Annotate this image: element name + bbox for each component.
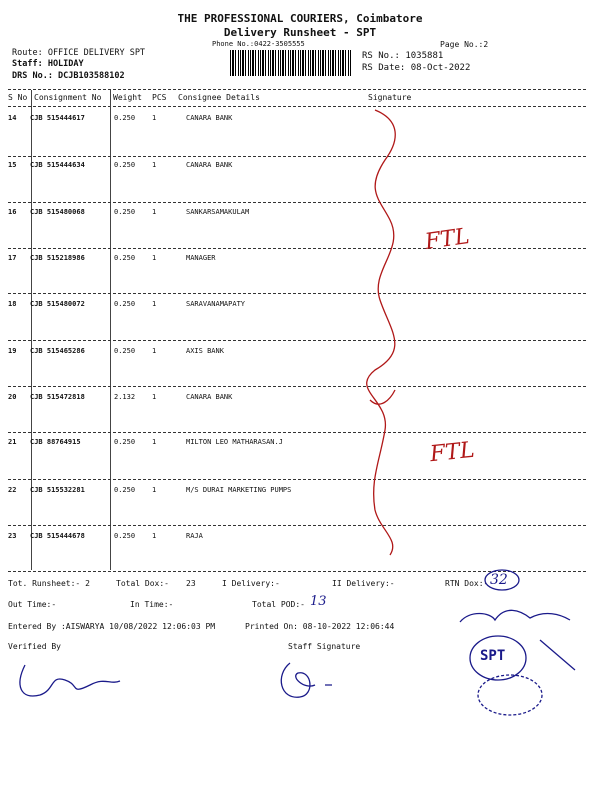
row-details: MANAGER (186, 254, 216, 262)
row-pcs: 1 (152, 486, 157, 494)
row-sno: 22 (8, 486, 17, 494)
ii-delivery: II Delivery:- (332, 579, 395, 588)
handwritten-signature (330, 100, 510, 560)
row-sno: 15 (8, 161, 17, 169)
row-pcs: 1 (152, 438, 157, 446)
row-consignment: CJB 515480068 (30, 208, 85, 216)
row-weight: 0.250 (114, 347, 136, 355)
verifier-signature (10, 655, 130, 710)
row-weight: 0.250 (114, 300, 136, 308)
entered-by: Entered By :AISWARYA 10/08/2022 12:06:03 PM (8, 622, 216, 631)
row-pcs: 1 (152, 393, 157, 401)
row-sno: 17 (8, 254, 17, 262)
phone-number: Phone No.:0422-3505555 (212, 40, 305, 48)
stamp-text: SPT (480, 648, 506, 664)
row-pcs: 1 (152, 161, 157, 169)
staff-signature-label: Staff Signature (288, 642, 361, 651)
barcode (230, 50, 352, 76)
ftl-mark: FTL (423, 224, 472, 255)
row-details: RAJA (186, 532, 203, 540)
row-sno: 18 (8, 300, 17, 308)
row-sno: 20 (8, 393, 17, 401)
rtn-dox: RTN Dox:- (445, 579, 489, 588)
row-pcs: 1 (152, 254, 157, 262)
row-weight: 0.250 (114, 532, 136, 540)
row-weight: 0.250 (114, 208, 136, 216)
col-pcs: PCS (152, 93, 167, 102)
row-pcs: 1 (152, 114, 157, 122)
row-pcs: 1 (152, 532, 157, 540)
rtn-circle (482, 568, 522, 592)
row-consignment: CJB 515444678 (30, 532, 85, 540)
row-consignment: CJB 515480072 (30, 300, 85, 308)
row-details: M/S DURAI MARKETING PUMPS (186, 486, 292, 494)
row-consignment: CJB 88764915 (30, 438, 81, 446)
page-number: Page No.:2 (440, 40, 489, 49)
row-details: SANKARSAMAKULAM (186, 208, 250, 216)
total-dox-value: 23 (186, 579, 196, 588)
row-pcs: 1 (152, 300, 157, 308)
col-signature: Signature (368, 93, 412, 102)
row-sno: 23 (8, 532, 17, 540)
staff-label: Staff: HOLIDAY (12, 59, 84, 69)
row-weight: 2.132 (114, 393, 136, 401)
drs-number: DRS No.: DCJB103588102 (12, 71, 125, 81)
row-consignment: CJB 515532281 (30, 486, 85, 494)
row-sno: 21 (8, 438, 17, 446)
route-label: Route: OFFICE DELIVERY SPT (12, 48, 146, 58)
header-divider-top (8, 89, 586, 90)
ftl-mark: FTL (428, 437, 476, 468)
tot-runsheet: Tot. Runsheet:- 2 (8, 579, 90, 588)
row-sno: 16 (8, 208, 17, 216)
row-weight: 0.250 (114, 114, 136, 122)
row-consignment: CJB 515465286 (30, 347, 85, 355)
total-dox: Total Dox:- (116, 579, 169, 588)
row-consignment: CJB 515472818 (30, 393, 85, 401)
row-details: SARAVANAMAPATY (186, 300, 246, 308)
row-pcs: 1 (152, 347, 157, 355)
column-rule (110, 90, 111, 570)
row-weight: 0.250 (114, 438, 136, 446)
row-details: CANARA BANK (186, 393, 233, 401)
i-delivery: I Delivery:- (222, 579, 280, 588)
row-details: CANARA BANK (186, 114, 233, 122)
row-sno: 19 (8, 347, 17, 355)
rs-number: RS No.: 1035881 (362, 51, 444, 61)
total-pod-handwritten: 13 (310, 594, 327, 609)
runsheet-title: Delivery Runsheet - SPT (223, 26, 377, 39)
row-details: MILTON LEO MATHARASAN.J (186, 438, 283, 446)
rtn-dox-handwritten: 32 (490, 572, 508, 588)
col-weight: Weight (113, 93, 142, 102)
row-consignment: CJB 515444617 (30, 114, 85, 122)
row-weight: 0.250 (114, 486, 136, 494)
received-stamp (450, 600, 590, 730)
row-consignment: CJB 515218986 (30, 254, 85, 262)
col-consignment: Consignment No (34, 93, 102, 102)
verified-by: Verified By (8, 642, 61, 651)
row-weight: 0.250 (114, 254, 136, 262)
printed-on: Printed On: 08-10-2022 12:06:44 (245, 622, 395, 631)
in-time: In Time:- (130, 600, 174, 609)
row-pcs: 1 (152, 208, 157, 216)
rs-date: RS Date: 08-Oct-2022 (362, 63, 471, 73)
col-details: Consignee Details (178, 93, 260, 102)
col-sno: S No (8, 93, 28, 102)
staff-signature (270, 655, 350, 705)
total-pod: Total POD:- (252, 600, 305, 609)
row-details: AXIS BANK (186, 347, 224, 355)
row-details: CANARA BANK (186, 161, 233, 169)
out-time: Out Time:- (8, 600, 57, 609)
company-name: THE PROFESSIONAL COURIERS, Coimbatore (177, 12, 423, 25)
row-weight: 0.250 (114, 161, 136, 169)
row-sno: 14 (8, 114, 17, 122)
row-consignment: CJB 515444634 (30, 161, 85, 169)
